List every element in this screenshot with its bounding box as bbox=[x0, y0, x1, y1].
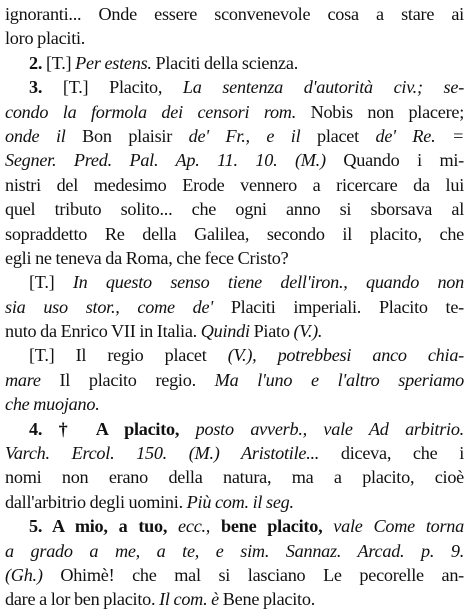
text-line bbox=[5, 490, 464, 514]
italic-text: condo la formola dei censori rom. bbox=[5, 101, 296, 122]
text-run: Placiti imperiali. Placito te- bbox=[212, 296, 464, 317]
text-line bbox=[5, 441, 464, 465]
italic-text: Per estens. bbox=[75, 52, 152, 73]
text-line bbox=[5, 2, 464, 26]
italic-text: de' Re. = bbox=[375, 125, 464, 146]
italic-text: Il com. è bbox=[159, 589, 219, 610]
text-line bbox=[5, 417, 464, 441]
text-run: Ohimè! che mal si lasciano Le pecorelle an- bbox=[42, 564, 464, 585]
entry-heading: 2. bbox=[29, 52, 46, 73]
italic-text: de' Fr., e il bbox=[188, 125, 301, 146]
text-line bbox=[5, 465, 464, 489]
text-line bbox=[5, 563, 464, 587]
text-run: Placiti della scienza. bbox=[151, 52, 298, 73]
text-run: nuto da Enrico VII in Italia. bbox=[5, 321, 201, 342]
text-line bbox=[5, 368, 464, 392]
text-run: Nobis non placere; bbox=[296, 101, 464, 122]
text-run: nomi non erano della natura, ma a placito, cioè bbox=[5, 467, 464, 488]
italic-text: (V.), potrebbesi anco chia- bbox=[227, 345, 464, 366]
text-run: dare a lor ben placito. bbox=[5, 589, 160, 610]
text-run: Il placito regio. bbox=[40, 369, 215, 390]
text-run: [T.] bbox=[29, 272, 73, 293]
italic-text: (V.). bbox=[293, 321, 323, 342]
italic-text: Ma l'uno e l'altro speriamo bbox=[214, 369, 464, 390]
text-run: diceva, che i bbox=[319, 443, 464, 464]
italic-text: che muojano. bbox=[5, 394, 100, 415]
text-line bbox=[5, 319, 464, 343]
text-line bbox=[5, 587, 464, 611]
text-run: ignoranti... Onde essere sconvenevole cosa a stare ai bbox=[5, 4, 464, 24]
text-run: dall'arbitrio degli uomini. bbox=[5, 491, 187, 512]
text-line bbox=[5, 26, 464, 50]
text-line bbox=[5, 514, 464, 538]
text-line bbox=[5, 197, 464, 221]
italic-text: posto avverb., vale Ad arbitrio. bbox=[195, 418, 464, 439]
italic-text: a grado a me, a te, e sim. Sannaz. Arcad. p. 9. bbox=[5, 540, 464, 561]
text-run: [T.] bbox=[45, 52, 76, 73]
entry-heading: bene placito, bbox=[221, 516, 334, 537]
text-run: loro placiti. bbox=[5, 28, 86, 49]
text-run: nistri del medesimo Erode vennero a ricercare da lui bbox=[5, 174, 464, 195]
text-line bbox=[5, 75, 464, 99]
italic-text: mare bbox=[5, 369, 41, 390]
text-line bbox=[5, 51, 464, 75]
italic-text: (Gh.) bbox=[5, 564, 43, 585]
entry-heading: 4. † A placito, bbox=[29, 418, 196, 439]
italic-text: In questo senso tiene dell'iron., quando non bbox=[72, 272, 464, 293]
text-line bbox=[5, 270, 464, 294]
text-line bbox=[5, 124, 464, 148]
text-run: Bon plaisir bbox=[65, 125, 189, 146]
text-run: egli ne teneva da Roma, che fece Cristo? bbox=[5, 247, 289, 268]
text-run: quel tributo solito... che ogni anno si sborsava al bbox=[5, 199, 464, 220]
text-run: Quando i mi- bbox=[325, 150, 464, 171]
text-line bbox=[5, 100, 464, 124]
italic-text: Varch. Ercol. 150. (M.) Aristotile... bbox=[5, 443, 320, 464]
italic-text: ecc., bbox=[178, 516, 222, 537]
text-run: Piato bbox=[249, 321, 294, 342]
entry-heading: 3. bbox=[29, 77, 63, 98]
text-run: placet bbox=[300, 125, 376, 146]
text-line bbox=[5, 295, 464, 319]
text-run: [T.] Il regio placet bbox=[29, 345, 228, 366]
text-line bbox=[5, 392, 464, 416]
text-line bbox=[5, 173, 464, 197]
text-line bbox=[5, 246, 464, 270]
italic-text: Più com. il seg. bbox=[186, 491, 294, 512]
text-line bbox=[5, 222, 464, 246]
italic-text: onde il bbox=[5, 125, 66, 146]
text-run: [T.] Placito, bbox=[62, 77, 183, 98]
italic-text: Quindi bbox=[200, 321, 250, 342]
entry-heading: 5. A mio, a tuo, bbox=[29, 516, 179, 537]
italic-text: vale Come torna bbox=[333, 516, 464, 537]
italic-text: La sentenza d'autorità civ.; se- bbox=[182, 77, 464, 98]
italic-text: Segner. Pred. Pal. Ap. 11. 10. (M.) bbox=[5, 150, 326, 171]
text-run: sopraddetto Re della Galilea, secondo il placito, che bbox=[5, 223, 464, 244]
text-line bbox=[5, 539, 464, 563]
text-run: Bene placito. bbox=[218, 589, 315, 610]
text-line bbox=[5, 343, 464, 367]
italic-text: sia uso stor., come de' bbox=[5, 296, 213, 317]
text-line bbox=[5, 148, 464, 172]
